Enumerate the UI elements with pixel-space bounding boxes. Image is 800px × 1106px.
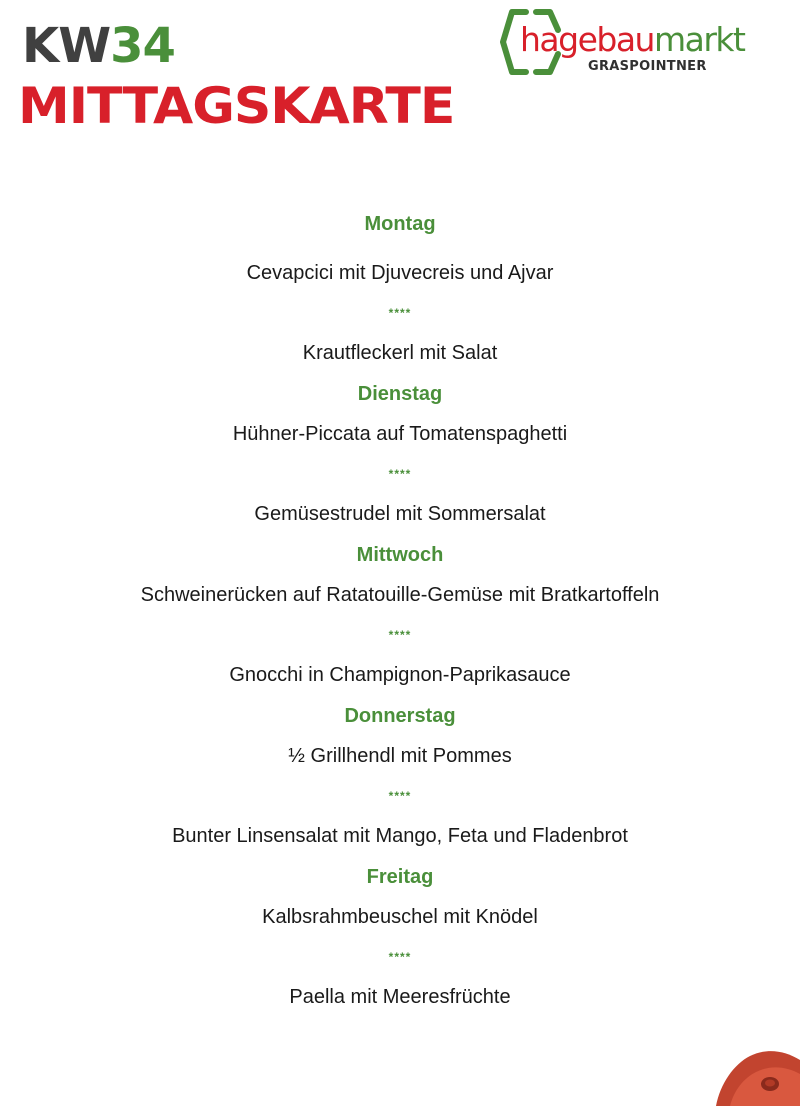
dish-wednesday-2: Gnocchi in Champignon-Paprikasauce [229,664,571,686]
dish-thursday-1: ½ Grillhendl mit Pommes [288,745,512,767]
dish-separator: **** [388,950,412,964]
day-heading-friday: Freitag [366,866,434,888]
logo-subtitle: GRASPOINTNER [588,59,707,74]
dish-monday-2: Krautfleckerl mit Salat [302,342,498,364]
day-heading-tuesday: Dienstag [357,383,443,405]
logo-brand-text [520,20,744,60]
day-heading-wednesday: Mittwoch [356,544,444,566]
dish-tuesday-1: Hühner-Piccata auf Tomatenspaghetti [232,423,568,445]
dish-thursday-2: Bunter Linsensalat mit Mango, Feta und Fladenbrot [172,825,628,847]
calendar-week-number: 34 [110,18,175,74]
calendar-week-prefix: KW [22,18,111,74]
logo-brand-red: hagebau [520,20,654,59]
logo-brand-green: markt [653,20,745,59]
calendar-week-label [22,18,175,74]
dish-friday-2: Paella mit Meeresfrüchte [289,986,511,1008]
dish-monday-1: Cevapcici mit Djuvecreis und Ajvar [246,262,554,284]
lunch-menu [0,204,800,1018]
dish-wednesday-1: Schweinerücken auf Ratatouille-Gemüse mit Bratkartoffeln [140,584,660,606]
dish-friday-1: Kalbsrahmbeuschel mit Knödel [262,906,538,928]
dish-tuesday-2: Gemüsestrudel mit Sommersalat [254,503,546,525]
dish-separator: **** [388,789,412,803]
day-heading-monday: Montag [364,213,436,235]
corner-decoration-icon [700,1044,800,1106]
dish-separator: **** [388,467,412,481]
page-title: MITTAGSKARTE [18,77,455,135]
day-heading-thursday: Donnerstag [344,705,456,727]
dish-separator: **** [388,628,412,642]
dish-separator: **** [388,306,412,320]
hagebaumarkt-logo [500,6,790,78]
